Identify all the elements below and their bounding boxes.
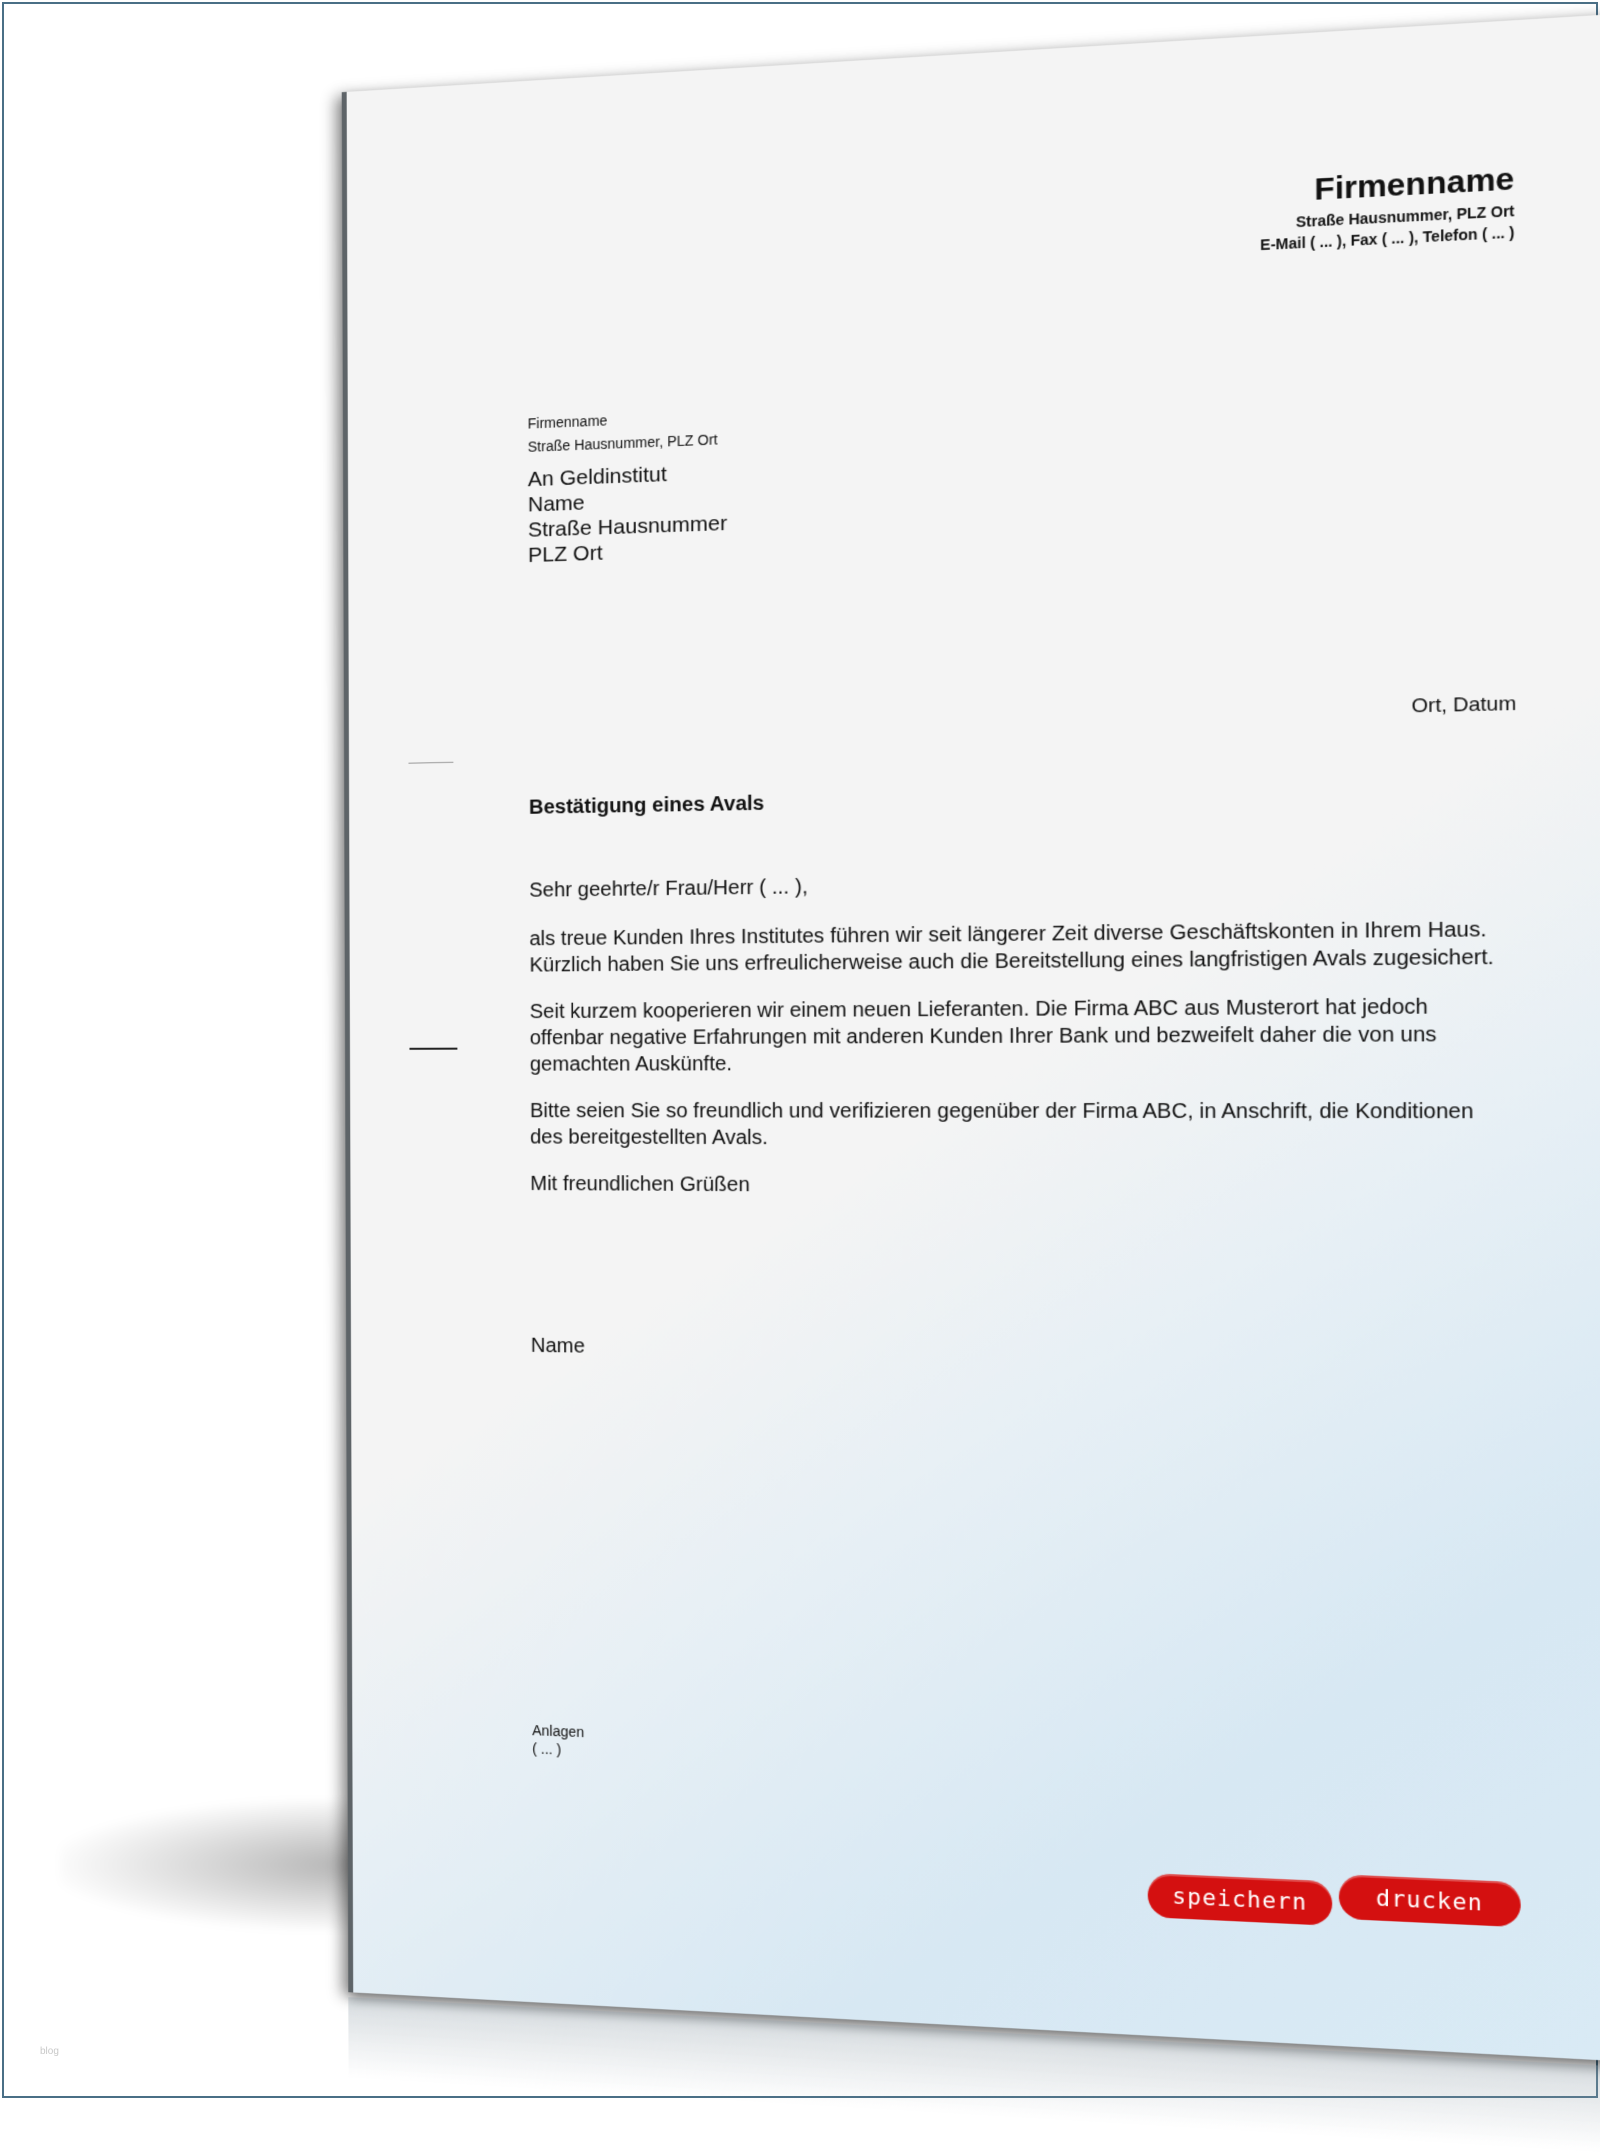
letter-body xyxy=(529,864,1549,1225)
letter-subject: Bestätigung eines Avals xyxy=(528,792,765,819)
recipient-line-2: Name xyxy=(527,491,585,517)
recipient-line-3: Straße Hausnummer xyxy=(527,511,728,542)
paragraph-3-line-2: des bereitgestellten Avals. xyxy=(530,1126,768,1150)
salutation: Sehr geehrte/r Frau/Herr ( ... ), xyxy=(529,875,808,902)
paragraph-3-line-1: Bitte seien Sie so freundlich und verifizieren gegenüber der Firma ABC, in Anschrift, die Konditionen xyxy=(529,1099,1474,1124)
document-page-wrapper xyxy=(342,14,1600,2062)
letterhead-address: Straße Hausnummer, PLZ Ort xyxy=(1295,202,1515,231)
letterhead-contact: E-Mail ( ... ), Fax ( ... ), Telefon ( ... ) xyxy=(1260,223,1515,254)
save-button[interactable]: speichern xyxy=(1148,1873,1333,1926)
recipient-line-1: An Geldinstitut xyxy=(527,462,667,492)
fold-mark-middle xyxy=(409,1048,457,1050)
sender-address xyxy=(528,405,718,459)
letter-page xyxy=(342,14,1600,2062)
paragraph-3 xyxy=(530,1098,1549,1154)
place-date: Ort, Datum xyxy=(1411,692,1517,718)
paragraph-2-line-3: gemachten Auskünfte. xyxy=(529,1052,733,1076)
attachments-label: Anlagen xyxy=(532,1722,585,1741)
sender-line-street: Straße Hausnummer, PLZ Ort xyxy=(527,431,718,455)
attachments xyxy=(532,1721,584,1759)
paragraph-1-line-1: als treue Kunden Ihres Institutes führen wir seit längerer Zeit diverse Geschäftskonten in Ihrem Haus. xyxy=(529,918,1487,951)
recipient-line-4: PLZ Ort xyxy=(528,541,603,568)
attachments-value: ( ... ) xyxy=(532,1740,562,1758)
sender-line-company: Firmenname xyxy=(527,412,608,432)
letterhead xyxy=(1260,162,1515,254)
paragraph-1 xyxy=(529,915,1548,978)
signature-name: Name xyxy=(530,1334,585,1358)
letterhead-company-name: Firmenname xyxy=(1314,161,1515,208)
closing: Mit freundlichen Grüßen xyxy=(530,1172,750,1197)
paragraph-2-line-1: Seit kurzem kooperieren wir einem neuen Lieferanten. Die Firma ABC aus Musterort hat jedoch xyxy=(529,995,1429,1024)
watermark-text: blog xyxy=(40,2046,59,2057)
recipient-address xyxy=(528,459,728,568)
fold-mark-top xyxy=(408,762,453,764)
print-button[interactable]: drucken xyxy=(1339,1874,1521,1927)
paragraph-2-line-2: offenbar negative Erfahrungen mit anderen Kunden Ihrer Bank und bezweifelt daher die von uns xyxy=(529,1023,1437,1050)
paragraph-1-line-2: Kürzlich haben Sie uns erfreulicherweise auch die Bereitstellung eines langfristigen Avals zugesichert. xyxy=(529,945,1494,977)
paragraph-2 xyxy=(530,993,1549,1078)
